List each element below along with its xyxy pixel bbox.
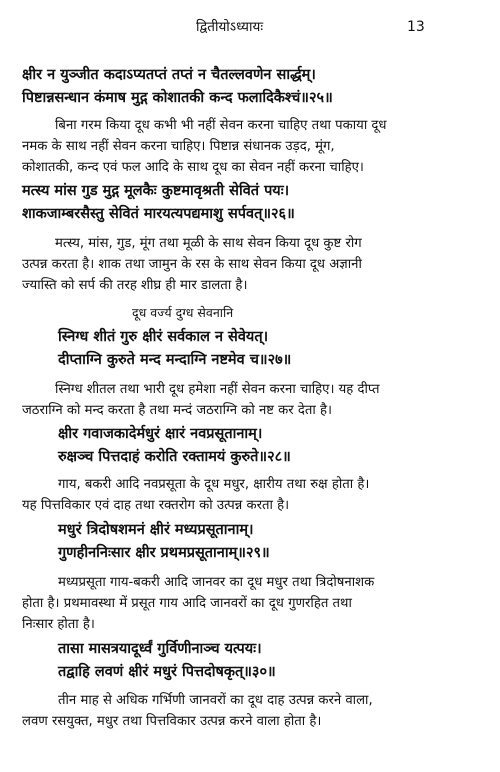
prose-line: तीन माह से अधिक गर्भिणी जानवरों का दूध दाह उत्पन्न करने वाला, [58,693,373,708]
prose-line: जठराग्नि को मन्द करता है तथा मन्दं जठराग्नि को नष्ट कर देता है। [22,403,333,418]
hindi-translation-28 [22,474,369,516]
sanskrit-verse-25 [22,64,333,110]
prose-line: स्निग्ध शीतल तथा भारी दूध हमेशा नहीं सेवन करना चाहिए। यह दीप्त [55,382,380,397]
verse-line: शाकजाम्बरसैस्तु सेवितं मारयत्यपद्यमाशु सर्पवत्॥२६॥ [22,206,295,222]
prose-line: ज्यास्ति को सर्प की तरह शीघ्र ही मार डालता है। [22,278,248,293]
sanskrit-verse-29 [58,519,270,565]
prose-line: नमक के साथ नहीं सेवन करना चाहिए। पिष्टान्न संधानक उड़द, मूंग, [22,139,335,154]
sanskrit-verse-27 [58,326,291,372]
sanskrit-verse-30 [58,638,276,684]
verse-line: दीप्ताग्नि कुरुते मन्द मन्दाग्नि नष्टमेव च॥२७॥ [58,352,292,368]
verse-line: रुक्षञ्च पित्तदाहं करोति रक्तामयं कुरुते॥२८॥ [58,449,291,465]
hindi-translation-25 [22,115,387,178]
section-subheading: दूध वर्ज्य दुग्ध सेवनानि [132,305,234,320]
hindi-translation-30 [22,690,373,732]
verse-line: तद्वाहि लवणं क्षीरं मधुरं पित्तदोषकृत्॥३०॥ [58,664,276,680]
prose-line: लवण रसयुक्त, मधुर तथा पित्तविकार उत्पन्न करने वाला होता है। [22,714,322,729]
hindi-translation-27 [22,379,379,421]
verse-line: गुणहीननिःसार क्षीर प्रथमप्रसूतानाम्॥२९॥ [58,545,270,561]
prose-line: यह पित्तविकार एवं दाह तथा रक्तरोग को उत्पन्न करता है। [22,498,290,513]
prose-line: मत्स्य, मांस, गुड, मूंग तथा मूळी के साथ सेवन किया दूध कुष्ट रोग [55,236,362,251]
prose-line: गाय, बकरी आदि नवप्रसूता के दूध मधुर, क्षारीय तथा रुक्ष होता है। [58,477,370,492]
prose-line: निःसार होता है। [22,617,95,632]
prose-line: बिना गरम किया दूध कभी भी नहीं सेवन करना चाहिए तथा पकाया दूध [55,118,387,133]
prose-line: उत्पन्न करता है। शाक तथा जामुन के रस के साथ सेवन किया दूध अज्ञानी [22,257,362,272]
page-number: 13 [407,19,425,35]
verse-line: स्निग्ध शीतं गुरु क्षीरं सर्वकाल न सेवेयत्। [58,329,269,345]
verse-line: क्षीर न युञ्जीत कदाऽप्यतप्तं तप्तं न चैतल्लवणेन सार्द्धम्। [22,67,316,83]
hindi-translation-26 [22,233,362,296]
sanskrit-verse-28 [58,423,291,469]
verse-line: पिष्टान्नसन्धान कंमाष मुद्ग कोशातकी कन्द फलादिकैश्चं॥२५॥ [22,90,333,106]
prose-line: कोशातकी, कन्द एवं फल आदि के साथ दूध का सेवन नहीं करना चाहिए। [22,160,364,175]
verse-line: मत्स्य मांस गुड मुद्ग मूलकैः कुष्टमावृश्रती सेवितं पयः। [22,183,290,199]
verse-line: क्षीर गवाजकादेर्मधुरं क्षारं नवप्रसूतानाम्। [58,426,263,442]
running-head-chapter-title: द्वितीयोऽध्यायः [196,19,264,35]
hindi-translation-29 [22,572,374,635]
prose-line: मध्यप्रसूता गाय-बकरी आदि जानवर का दूध मधुर तथा त्रिदोषनाशक [58,575,375,590]
verse-line: तासा मासत्रयादूर्ध्वं गुर्विणीनाञ्च यत्पयः। [58,641,262,657]
prose-line: होता है। प्रथमावस्था में प्रसूत गाय आदि जानवरों का दूध गुणरहित तथा [22,596,352,611]
sanskrit-verse-26 [22,180,295,226]
verse-line: मधुरं त्रिदोषशमनं क्षीरं मध्यप्रसूतानाम्। [58,522,254,538]
